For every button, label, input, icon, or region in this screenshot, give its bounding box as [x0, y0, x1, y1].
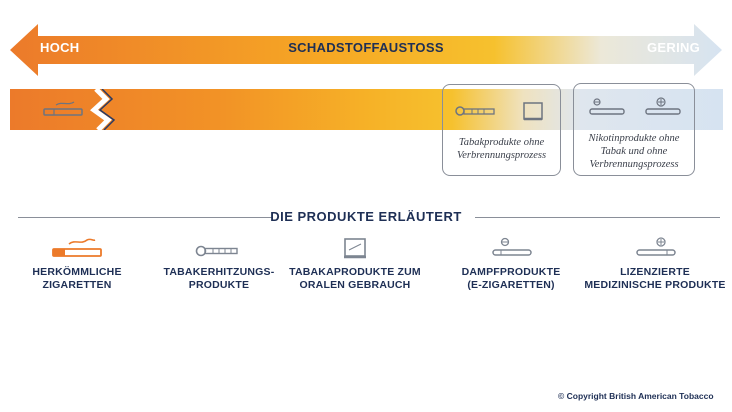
heated-tobacco-icon — [189, 236, 249, 260]
medical-vape-icon — [625, 236, 685, 260]
scale-title: SCHADSTOFFAUSTOSS — [288, 40, 444, 55]
product-e-cigarettes — [436, 236, 586, 292]
product-label: TABAKAPRODUKTE ZUM ORALEN GEBRAUCH — [289, 266, 421, 291]
product-medical — [580, 236, 730, 292]
scale-high-label: HOCH — [40, 40, 80, 55]
tobacco-free-nicotine-group — [573, 83, 695, 176]
scale-low-label: GERING — [647, 40, 701, 55]
product-label: HERKÖMMLICHE ZIGARETTEN — [32, 266, 122, 291]
copyright-notice: © Copyright British American Tobacco — [558, 391, 714, 401]
non-combustion-tobacco-group — [442, 84, 561, 176]
cigarette-icon — [47, 236, 107, 260]
product-oral-tobacco — [280, 236, 430, 292]
product-label: DAMPFPRODUKTE (E-ZIGARETTEN) — [461, 266, 561, 291]
non-combustion-tobacco-caption: Tabakprodukte ohne Verbrennungsprozess — [456, 137, 547, 161]
section-heading: DIE PRODUKTE ERLÄUTERT — [270, 209, 462, 224]
tobacco-free-nicotine-caption: Nikotinprodukte ohne Tabak und ohne Verbrennungsprozess — [588, 133, 680, 170]
product-cigarettes — [2, 236, 152, 292]
oral-pouch-icon — [325, 236, 385, 260]
e-cigarette-icon — [481, 236, 541, 260]
product-label: LIZENZIERTE MEDIZINISCHE PRODUKTE — [584, 266, 726, 291]
product-heated-tobacco — [144, 236, 294, 292]
product-label: TABAKERHITZUNGS- PRODUKTE — [163, 266, 275, 291]
